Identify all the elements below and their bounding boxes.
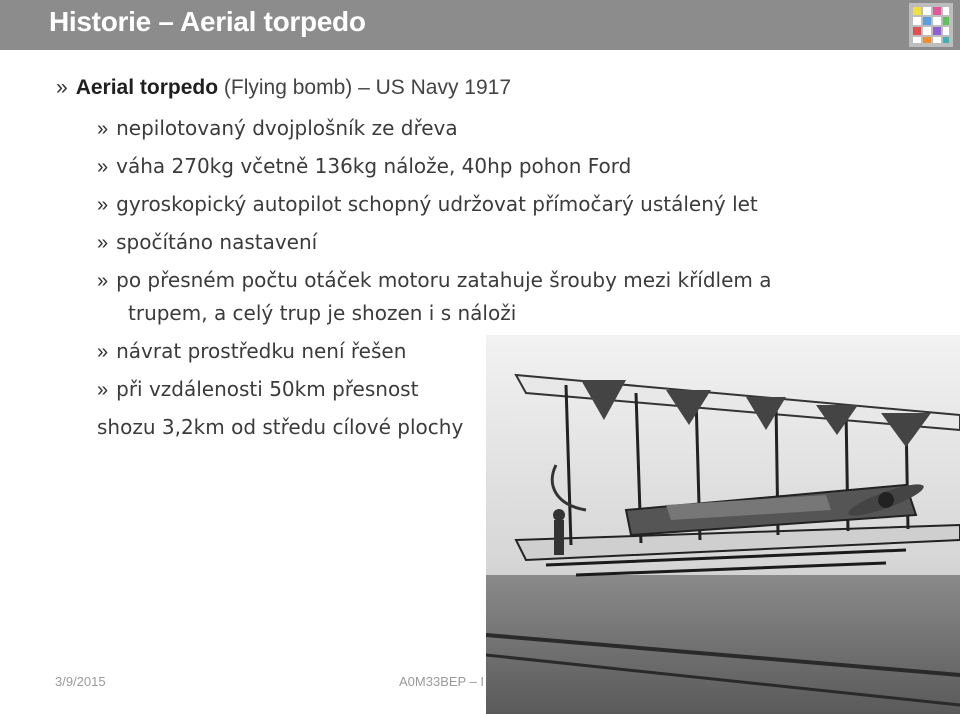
list-item-continuation: trupem, a celý trup je shozen i s náloži xyxy=(128,301,517,325)
slide-title: Historie – Aerial torpedo xyxy=(49,6,366,37)
bullet-bold-text: Aerial torpedo xyxy=(75,76,219,99)
list-item-text: při vzdálenosti 50km přesnost xyxy=(116,377,419,401)
list-item-text: po přesném počtu otáček motoru zatahuje šrouby mezi křídlem a xyxy=(116,268,772,292)
list-item xyxy=(97,339,406,364)
list-item xyxy=(97,192,758,217)
list-item-text: gyroskopický autopilot schopný udržovat přímočarý ustálený let xyxy=(116,192,758,216)
bullet-marker: » xyxy=(56,76,68,99)
list-item xyxy=(97,230,317,255)
list-item-continuation: shozu 3,2km od středu cílové plochy xyxy=(97,415,464,439)
list-item-text: nepilotovaný dvojplošník ze dřeva xyxy=(116,116,458,140)
list-item-text: váha 270kg včetně 136kg nálože, 40hp pohon Ford xyxy=(116,154,632,178)
list-item xyxy=(97,268,772,293)
bullet-text: (Flying bomb) – US Navy 1917 xyxy=(218,76,512,99)
footer-date: 3/9/2015 xyxy=(55,674,106,689)
list-item-text: návrat prostředku není řešen xyxy=(116,339,407,363)
bullet-marker: » xyxy=(97,194,109,216)
list-item xyxy=(97,154,631,179)
bullet-marker: » xyxy=(97,341,109,363)
bullet-marker: » xyxy=(97,379,109,401)
bullet-marker: » xyxy=(97,156,109,178)
bullet-marker: » xyxy=(97,270,109,292)
bullet-level1 xyxy=(56,76,511,100)
footer-course: A0M33BEP – I xyxy=(399,674,485,689)
bullet-marker: » xyxy=(97,232,109,254)
list-item xyxy=(97,377,418,402)
list-item xyxy=(97,116,458,141)
aerial-torpedo-photo xyxy=(486,335,960,714)
bullet-marker: » xyxy=(97,118,109,140)
list-item-text: spočítáno nastavení xyxy=(116,230,318,254)
